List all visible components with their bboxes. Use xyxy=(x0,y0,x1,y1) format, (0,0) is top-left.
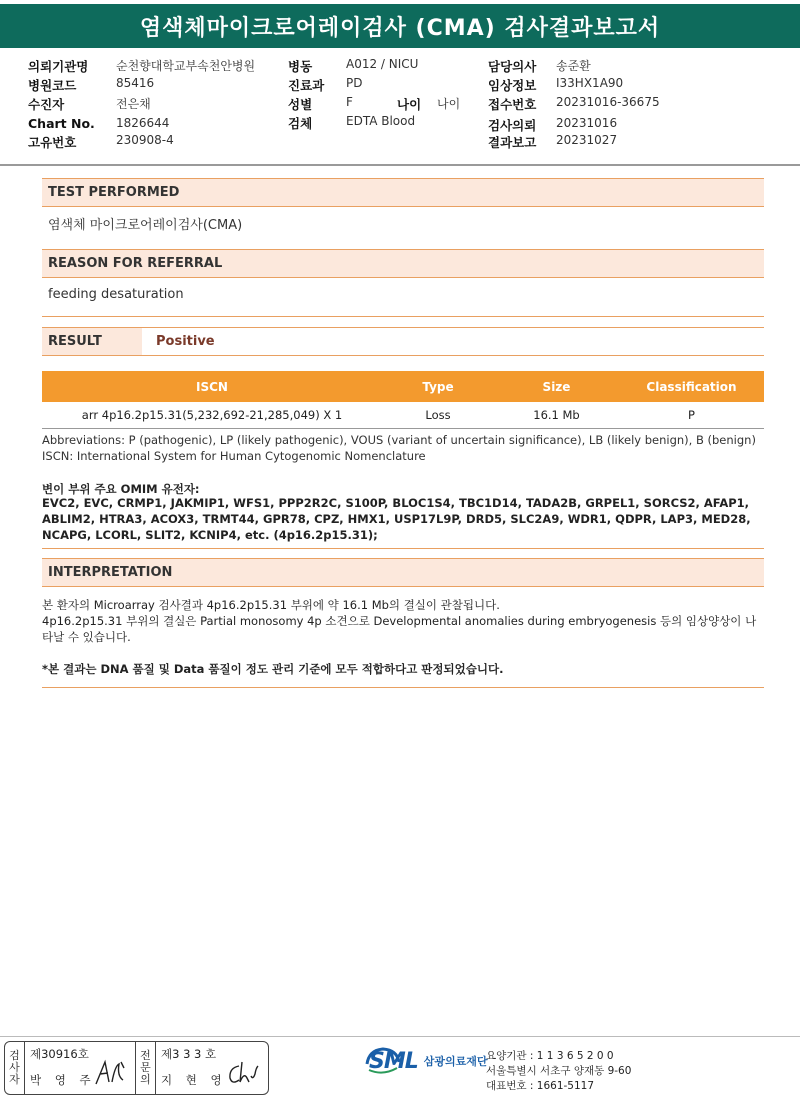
interpretation-footnote: *본 결과는 DNA 품질 및 Data 품질이 정도 관리 기준에 모두 적합하다고 판정되었습니다. xyxy=(42,662,504,676)
value-department: PD xyxy=(346,76,363,90)
label-physician: 담당의사 xyxy=(488,59,537,74)
result-row xyxy=(42,327,764,356)
examiner-signature xyxy=(93,1058,129,1088)
header-iscn: ISCN xyxy=(42,371,382,402)
interpretation-line-1: 본 환자의 Microarray 검사결과 4p16.2p15.31 부위에 약 16.1 Mb의 결실이 관찰됩니다. xyxy=(42,598,500,612)
label-report-date: 결과보고 xyxy=(488,135,537,150)
examiner-label-char: 검 xyxy=(9,1049,20,1062)
specialist-cell xyxy=(156,1042,267,1094)
specialist-license-no: 제3 3 3 호 xyxy=(161,1047,217,1061)
label-specimen: 검체 xyxy=(288,116,313,131)
label-clinical-info: 임상정보 xyxy=(488,78,537,93)
label-ward: 병동 xyxy=(288,59,313,74)
label-chart-no: Chart No. xyxy=(28,116,95,131)
interpretation-heading: INTERPRETATION xyxy=(42,558,764,587)
value-hospital-code: 85416 xyxy=(116,76,155,90)
iscn-note: ISCN: International System for Human Cytogenomic Nomenclature xyxy=(42,449,426,463)
value-age: 나이 xyxy=(437,97,461,111)
examiner-cell xyxy=(25,1042,136,1094)
value-unique-no: 230908-4 xyxy=(116,133,174,147)
value-accession-no: 20231016-36675 xyxy=(556,95,660,109)
cell-iscn: arr 4p16.2p15.31(5,232,692-21,285,049) X 1 xyxy=(42,402,382,428)
value-patient: 전은채 xyxy=(116,97,151,111)
specialist-label-char: 문 xyxy=(140,1061,151,1074)
organization-name: 삼광의료재단 xyxy=(423,1055,488,1068)
value-requesting-institution: 순천향대학교부속천안병원 xyxy=(116,59,256,73)
cell-type: Loss xyxy=(382,402,494,428)
reason-value: feeding desaturation xyxy=(48,286,184,302)
genes-list: EVC2, EVC, CRMP1, JAKMIP1, WFS1, PPP2R2C, S100P, BLOC1S4, TBC1D14, TADA2B, GRPEL1, SORCS2, AFAP1, ABLIM2, HTRA3, ACOX3, TRMT44, GPR78, CPZ, HMX1, USP17L9P, DRD5, SLC2A9, WDR1, QDPR, LAP3, MED28, NCAPG, LCORL, SLIT2, KCNIP4, etc. (4p16.2p15.31); xyxy=(42,496,751,542)
label-patient: 수진자 xyxy=(28,97,65,112)
interpretation-divider xyxy=(42,687,764,688)
examiner-name: 박 영 주 xyxy=(30,1073,96,1087)
value-physician: 송준환 xyxy=(556,59,591,73)
cell-classification: P xyxy=(619,402,764,428)
test-performed-value: 염색체 마이크로어레이검사(CMA) xyxy=(48,217,243,233)
value-specimen: EDTA Blood xyxy=(346,114,416,128)
footer-divider xyxy=(0,1036,800,1037)
label-age: 나이 xyxy=(397,97,422,112)
label-requesting-institution: 의뢰기관명 xyxy=(28,59,89,74)
result-label: RESULT xyxy=(42,328,142,355)
specialist-label-char: 의 xyxy=(140,1073,151,1086)
specialist-name: 지 현 영 xyxy=(161,1073,227,1087)
genes-divider xyxy=(42,548,764,549)
label-accession-no: 접수번호 xyxy=(488,97,537,112)
result-value: Positive xyxy=(156,334,215,349)
label-department: 진료과 xyxy=(288,78,325,93)
institution-code: 요양기관 : 1 1 3 6 5 2 0 0 xyxy=(486,1050,614,1062)
report-title: 염색체마이크로어레이검사 (CMA) 검사결과보고서 xyxy=(0,4,800,48)
value-ward: A012 / NICU xyxy=(346,57,419,71)
iscn-table-header xyxy=(42,371,764,402)
signature-box xyxy=(4,1041,269,1095)
institution-address: 서울특별시 서초구 양재동 9-60 xyxy=(486,1065,632,1077)
genes-title: 변이 부위 주요 OMIM 유전자: xyxy=(42,482,200,496)
patient-info xyxy=(0,54,800,150)
cell-size: 16.1 Mb xyxy=(494,402,619,428)
specialist-vertical-label xyxy=(136,1042,156,1094)
logo-text: SML xyxy=(369,1048,418,1074)
header-classification: Classification xyxy=(619,371,764,402)
examiner-label-char: 사 xyxy=(9,1061,20,1074)
value-report-date: 20231027 xyxy=(556,133,618,147)
table-row xyxy=(42,402,764,428)
value-request-date: 20231016 xyxy=(556,116,618,130)
label-sex: 성별 xyxy=(288,97,313,112)
header-type: Type xyxy=(382,371,494,402)
reason-divider xyxy=(42,316,764,317)
test-performed-heading: TEST PERFORMED xyxy=(42,178,764,207)
institution-address-block xyxy=(486,1049,631,1094)
institution-phone: 대표번호 : 1661-5117 xyxy=(486,1080,595,1092)
abbreviations-note: Abbreviations: P (pathogenic), LP (likely pathogenic), VOUS (variant of uncertain significance), LB (likely benign), B (benign) xyxy=(42,433,756,447)
header-size: Size xyxy=(494,371,619,402)
interpretation-body xyxy=(42,597,764,677)
sml-logo xyxy=(363,1046,488,1076)
iscn-table xyxy=(42,371,764,429)
examiner-license-no: 제30916호 xyxy=(30,1047,89,1061)
label-unique-no: 고유번호 xyxy=(28,135,77,150)
interpretation-line-2: 4p16.2p15.31 부위의 결실은 Partial monosomy 4p 소견으로 Developmental anomalies during embryogenesis 등의 임상양상이 나타날 수 있습니다. xyxy=(42,614,757,644)
specialist-label-char: 전 xyxy=(140,1049,151,1062)
value-clinical-info: I33HX1A90 xyxy=(556,76,624,90)
examiner-vertical-label xyxy=(5,1042,25,1094)
label-hospital-code: 병원코드 xyxy=(28,78,77,93)
value-chart-no: 1826644 xyxy=(116,116,170,130)
info-divider xyxy=(0,164,800,166)
specialist-signature xyxy=(225,1058,261,1088)
label-request-date: 검사의뢰 xyxy=(488,118,537,133)
value-sex: F xyxy=(346,95,353,109)
examiner-label-char: 자 xyxy=(9,1073,20,1086)
reason-heading: REASON FOR REFERRAL xyxy=(42,249,764,278)
